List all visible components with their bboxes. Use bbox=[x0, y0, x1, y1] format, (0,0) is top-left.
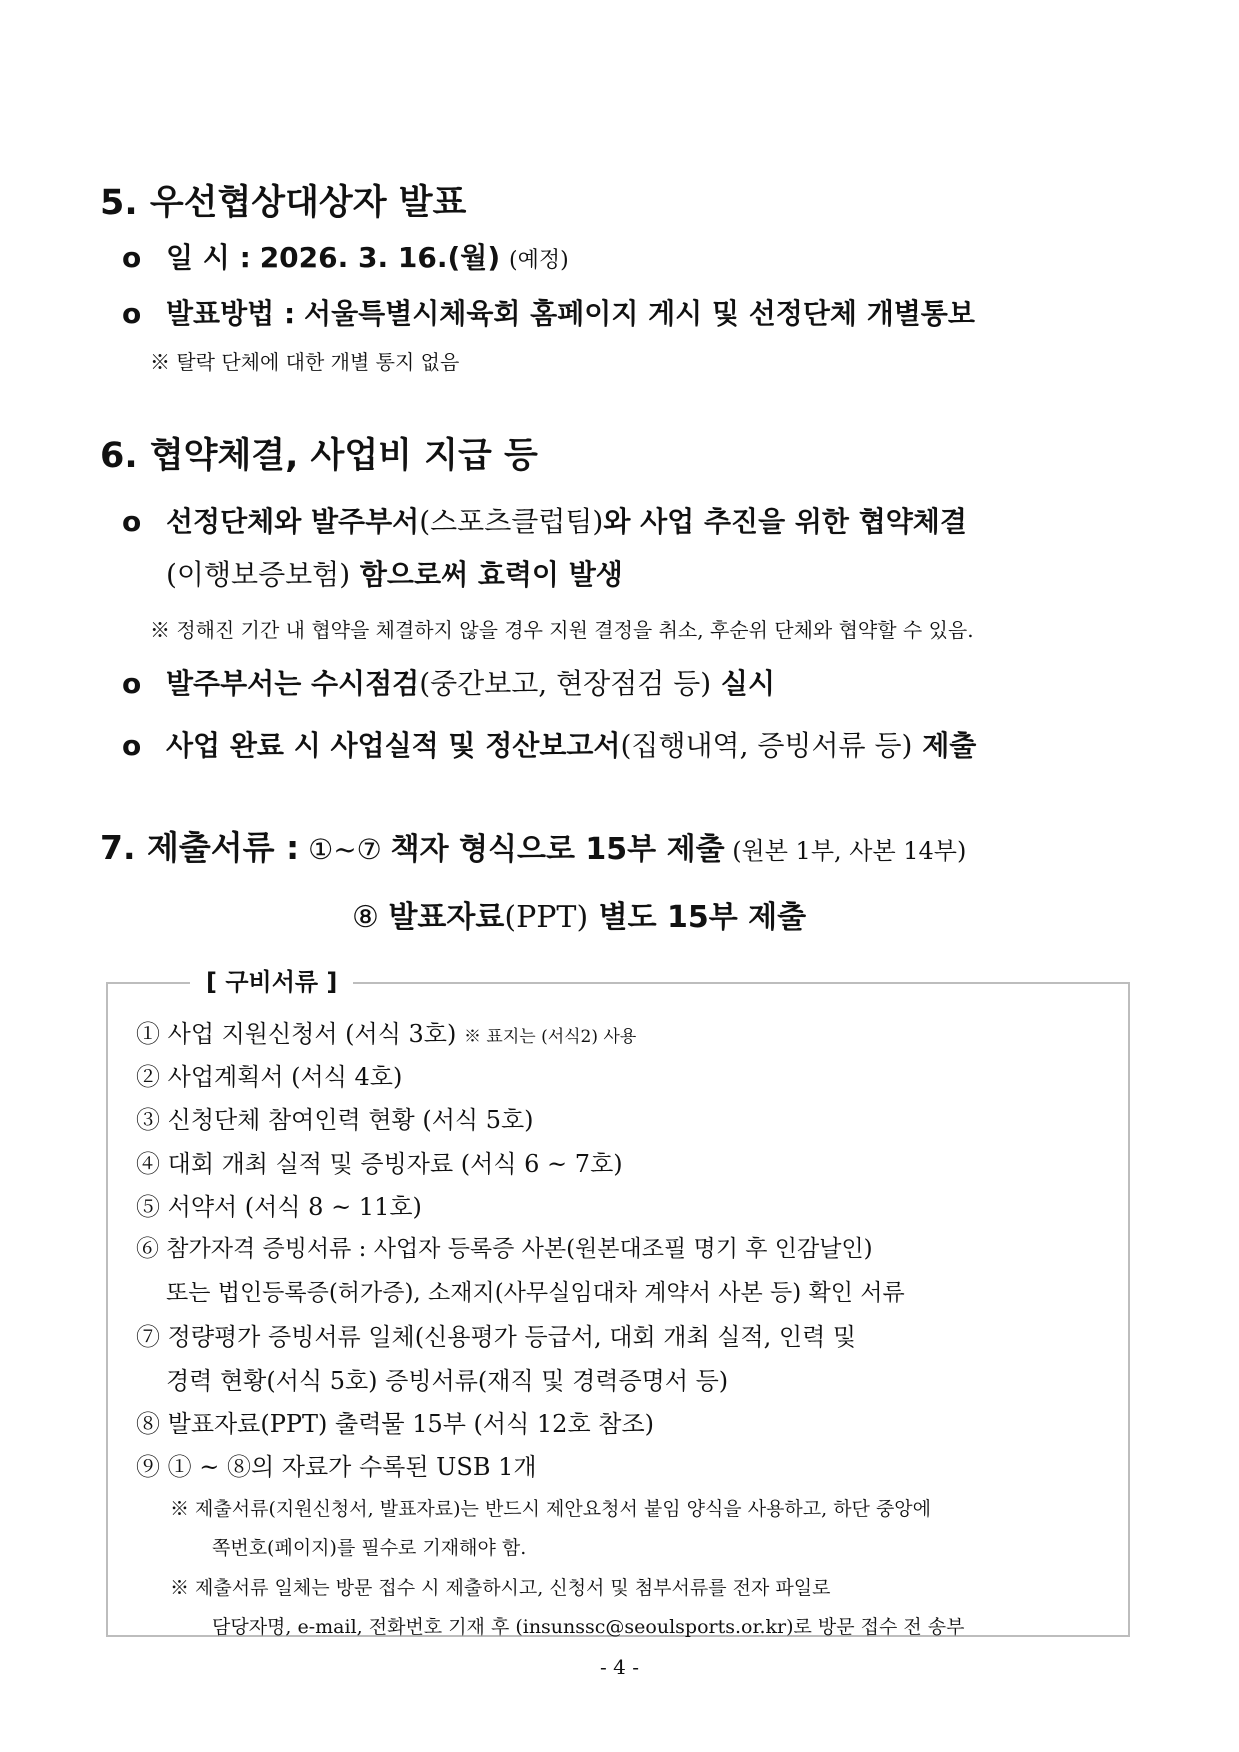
s5-method-line: o 발표방법 : 서울특별시체육회 홈페이지 게시 및 선정단체 개별통보 bbox=[122, 297, 975, 330]
circle-bullet-icon: o bbox=[122, 667, 142, 700]
s5-note: ※ 탈락 단체에 대한 개별 통지 없음 bbox=[150, 350, 460, 374]
section-7-heading: 7. 제출서류 : ①~⑦ 책자 형식으로 15부 제출 (원본 1부, 사본 14부) bbox=[100, 828, 967, 867]
section-5-heading: 5. 우선협상대상자 발표 bbox=[100, 183, 467, 223]
s6-bullet-3: o 사업 완료 시 사업실적 및 정산보고서(집행내역, 증빙서류 등) 제출 bbox=[122, 729, 977, 762]
doc-item-9: ⑨ ① ~ ⑧의 자료가 수록된 USB 1개 bbox=[136, 1453, 537, 1481]
s7-line-2: ⑧ 발표자료(PPT) 별도 15부 제출 bbox=[352, 900, 807, 935]
s5-method-value: 서울특별시체육회 홈페이지 게시 및 선정단체 개별통보 bbox=[304, 297, 975, 330]
doc-item-6: ⑥ 참가자격 증빙서류 : 사업자 등록증 사본(원본대조필 명기 후 인감날인) bbox=[136, 1236, 873, 1262]
doc-item-8: ⑧ 발표자료(PPT) 출력물 15부 (서식 12호 참조) bbox=[136, 1410, 655, 1438]
doc-item-6-cont: 또는 법인등록증(허가증), 소재지(사무실임대차 계약서 사본 등) 확인 서류 bbox=[166, 1280, 905, 1306]
required-documents-title: [ 구비서류 ] bbox=[190, 962, 353, 997]
doc-item-7: ⑦ 정량평가 증빙서류 일체(신용평가 등급서, 대회 개최 실적, 인력 및 bbox=[136, 1323, 857, 1351]
box-note-2-cont: 담당자명, e-mail, 전화번호 기재 후 (insunssc@seoulsports.or.kr)로 방문 접수 전 송부 bbox=[212, 1616, 965, 1638]
circle-bullet-icon: o bbox=[122, 505, 142, 538]
circle-bullet-icon: o bbox=[122, 241, 142, 274]
box-note-1: ※ 제출서류(지원신청서, 발표자료)는 반드시 제안요청서 붙임 양식을 사용하고, 하단 중앙에 bbox=[170, 1498, 932, 1520]
s6-bullet-2: o 발주부서는 수시점검(중간보고, 현장점검 등) 실시 bbox=[122, 667, 776, 700]
doc-item-1-note: ※ 표지는 (서식2) 사용 bbox=[464, 1027, 637, 1047]
s5-date-value: 2026. 3. 16.(월) bbox=[259, 241, 501, 274]
circle-bullet-icon: o bbox=[122, 297, 142, 330]
circle-bullet-icon: o bbox=[122, 729, 142, 762]
s5-date-line: o 일 시 : 2026. 3. 16.(월) (예정) bbox=[122, 241, 569, 274]
doc-item-7-cont: 경력 현황(서식 5호) 증빙서류(재직 및 경력증명서 등) bbox=[166, 1367, 729, 1395]
s5-date-note: (예정) bbox=[509, 248, 569, 273]
doc-item-3: ③ 신청단체 참여인력 현황 (서식 5호) bbox=[136, 1106, 534, 1134]
doc-item-4: ④ 대회 개최 실적 및 증빙자료 (서식 6 ~ 7호) bbox=[136, 1150, 623, 1178]
s6-bullet-1: o 선정단체와 발주부서(스포츠클럽팀)와 사업 추진을 위한 협약체결 bbox=[122, 505, 967, 538]
s6-bullet-1-cont: (이행보증보험) 함으로써 효력이 발생 bbox=[166, 558, 623, 591]
box-note-2: ※ 제출서류 일체는 방문 접수 시 제출하시고, 신청서 및 첨부서류를 전자 파일로 bbox=[170, 1577, 831, 1599]
doc-item-2: ② 사업계획서 (서식 4호) bbox=[136, 1063, 403, 1091]
page-number: - 4 - bbox=[600, 1655, 639, 1679]
s6-note: ※ 정해진 기간 내 협약을 체결하지 않을 경우 지원 결정을 취소, 후순위 단체와 협약할 수 있음. bbox=[150, 618, 974, 642]
box-note-1-cont: 쪽번호(페이지)를 필수로 기재해야 함. bbox=[212, 1537, 527, 1559]
doc-item-1: ① 사업 지원신청서 (서식 3호) ※ 표지는 (서식2) 사용 bbox=[136, 1020, 637, 1048]
doc-item-5: ⑤ 서약서 (서식 8 ~ 11호) bbox=[136, 1193, 422, 1221]
section-6-heading: 6. 협약체결, 사업비 지급 등 bbox=[100, 436, 538, 476]
